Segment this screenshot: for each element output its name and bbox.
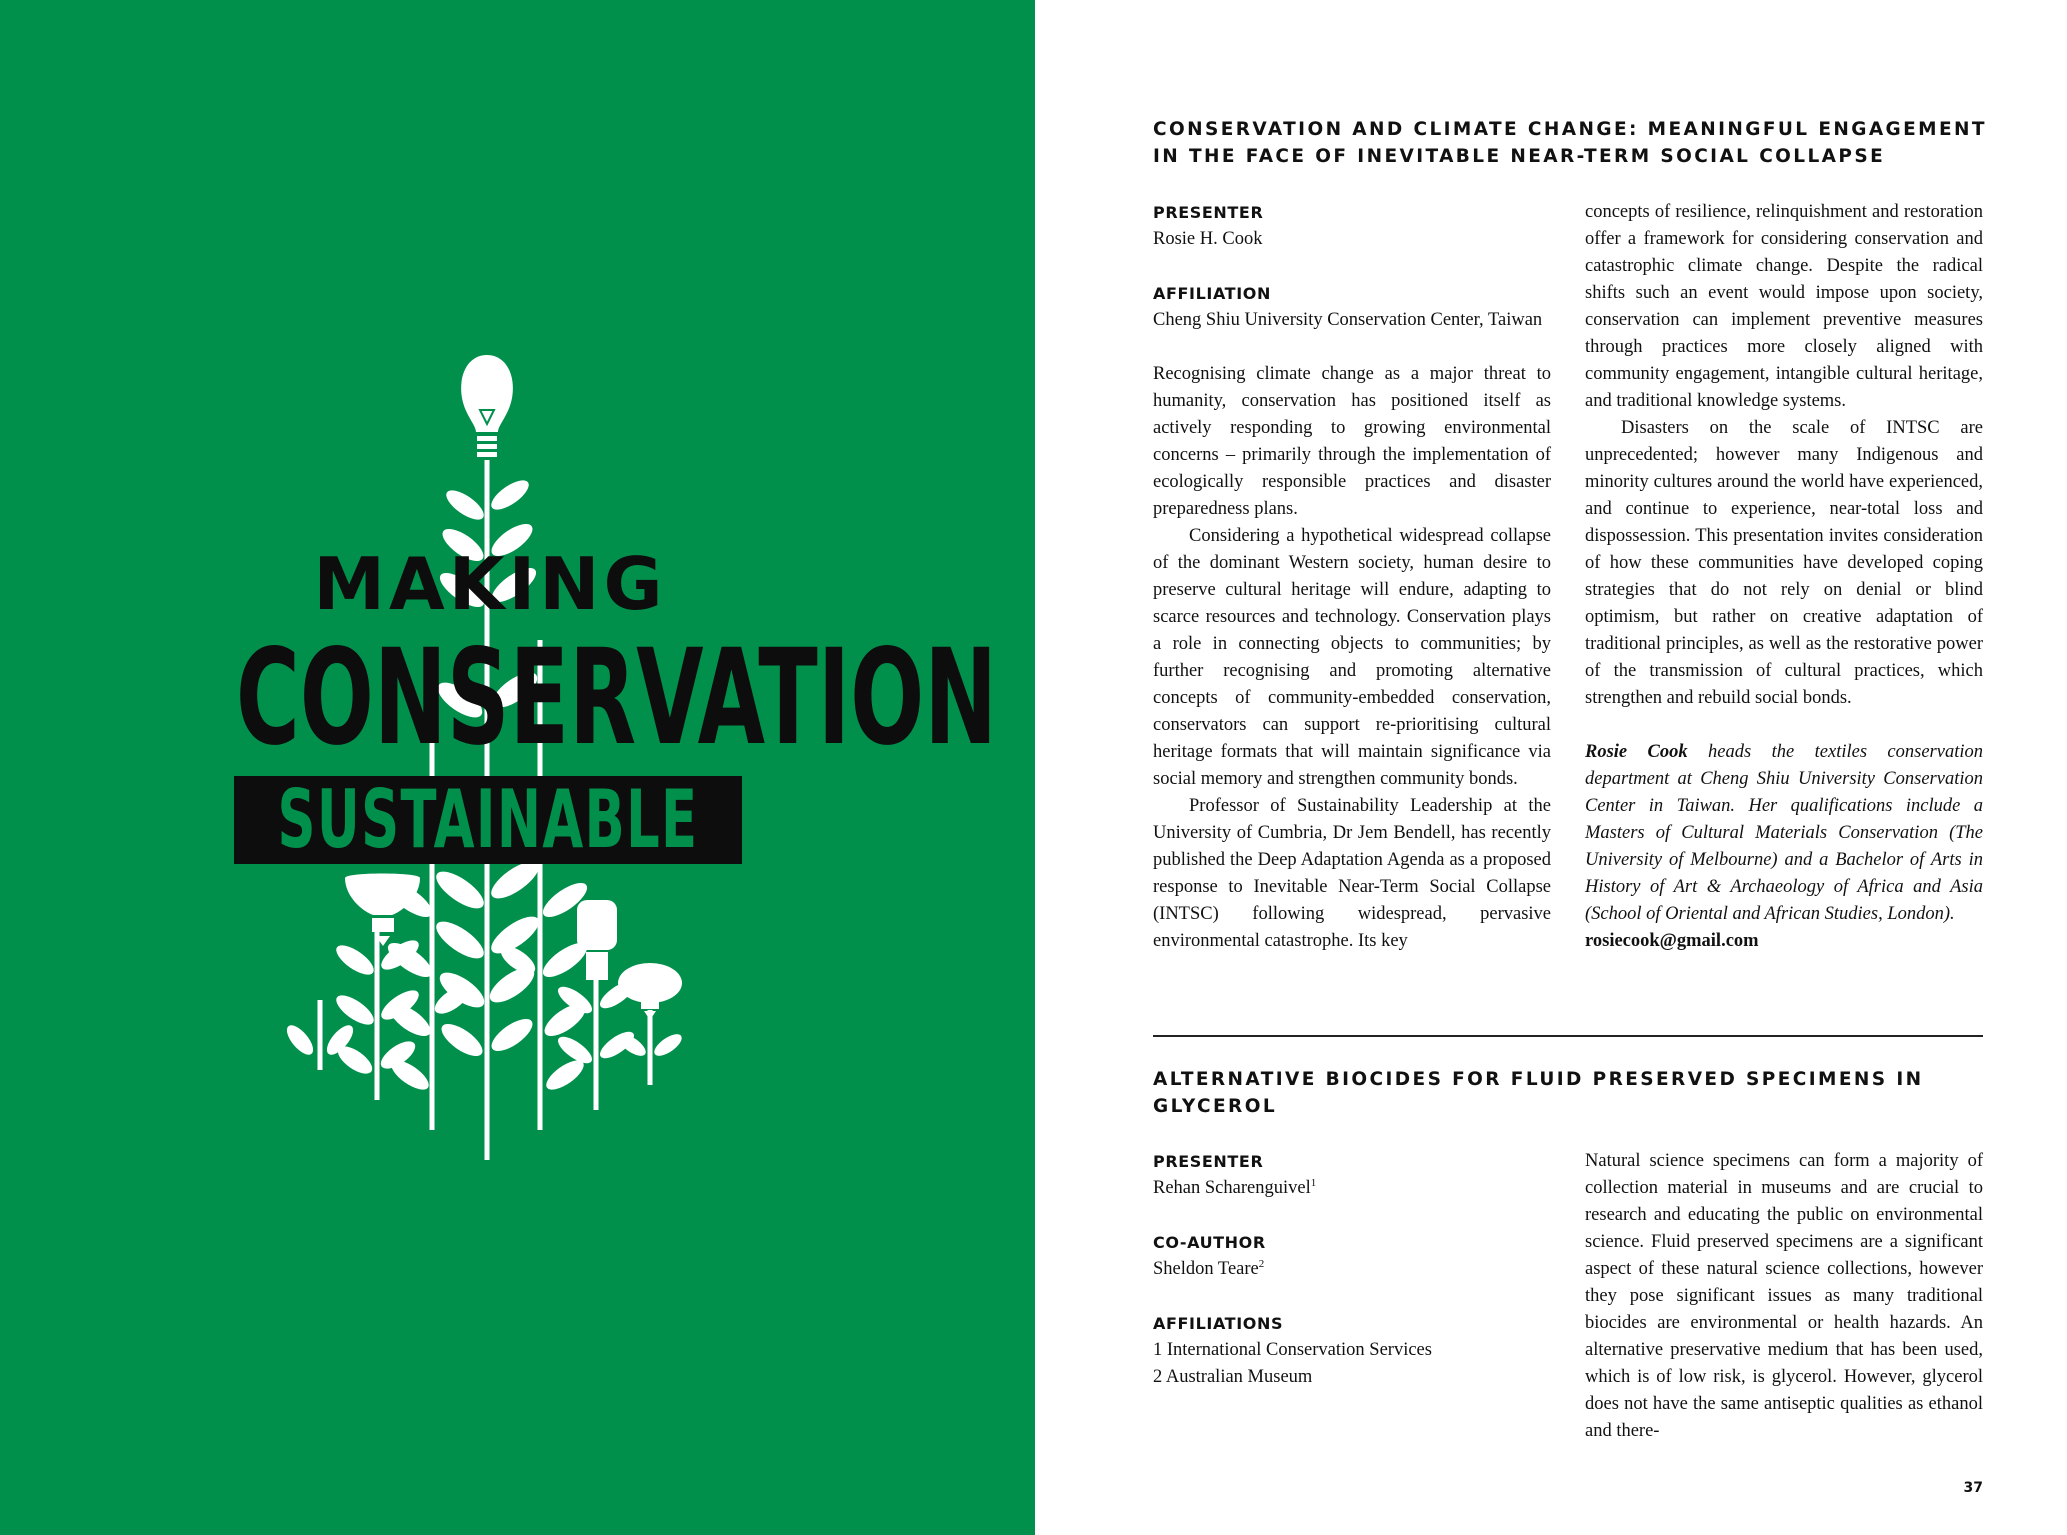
affiliation-label: AFFILIATION — [1153, 284, 1271, 303]
author-bio — [1585, 739, 1983, 928]
cover-title-banner — [234, 773, 742, 866]
article1-paragraph: Recognising climate change as a major threat to humanity, conservation has positioned itself as actively responding to growing environmental concerns – primarily through the implementation of ecologically responsible practices and disaster preparedness plans. — [1153, 364, 1551, 519]
article1-title: CONSERVATION AND CLIMATE CHANGE: MEANINGFUL ENGAGEMENT IN THE FACE OF INEVITABLE NEAR-TERM SOCIAL COLLAPSE — [1153, 119, 1987, 167]
article2-paragraph: Natural science specimens can form a majority of collection material in museums and are crucial to research and educating the public on environmental science. Fluid preserved specimens are a significant aspect of these natural science collections, however they pose significant issues as many traditional biocides are environmental or health hazards. An alternative preservative medium that has been used, which is of low risk, is glycerol. However, glycerol does not have the same antiseptic qualities as ethanol and there- — [1585, 1151, 1983, 1441]
presenter-name: Rehan Scharenguivel$^1$ — [1153, 1176, 1317, 1198]
page-number: 37 — [1963, 1480, 1983, 1496]
article1-left-column — [1153, 199, 1551, 955]
coauthor-name: Sheldon Teare$^2$ — [1153, 1257, 1265, 1279]
cover-title-making: MAKING — [313, 542, 667, 626]
author-email-link[interactable]: rosiecook@gmail.com — [1585, 931, 1759, 951]
article2-left-column — [1153, 1148, 1551, 1391]
cover-title-conservation: CONSERVATION — [235, 621, 998, 775]
cover-title-sustainable: SUSTAINABLE — [277, 773, 699, 866]
presenter-label: PRESENTER — [1153, 1152, 1264, 1171]
affiliation-item: 2 Australian Museum — [1153, 1367, 1313, 1387]
author-bio-text: heads the textiles conservation department at Cheng Shiu University Conservation Center in Taiwan. Her qualifications include a Masters of Cultural Materials Conservation (The University of Melbourne) and a Bachelor of Arts in History of Art & Archaeology of Africa and Asia (School of Oriental and African Studies, London). — [1585, 742, 1983, 924]
affiliation-item: 1 International Conservation Services — [1153, 1340, 1432, 1360]
article1-paragraph: Disasters on the scale of INTSC are unprecedented; however many Indigenous and minority cultures around the world have experienced, and continue to experience, near-total loss and dispossession. This presentation invites consideration of how these communities have developed coping strategies that do not rely on denial or blind optimism, but rather on creative adaptation of traditional principles, as well as the restorative power of the transmission of cultural practices, which strengthen and rebuild social bonds. — [1585, 418, 1983, 708]
article1-paragraph: Professor of Sustainability Leadership at the University of Cumbria, Dr Jem Bendell, has recently published the Deep Adaptation Agenda as a proposed response to Inevitable Near-Term Social Collapse (INTSC) following widespread, pervasive environmental catastrophe. Its key — [1153, 796, 1551, 951]
affiliations-label: AFFILIATIONS — [1153, 1314, 1284, 1333]
coauthor-label: CO-AUTHOR — [1153, 1233, 1266, 1252]
article2-title: ALTERNATIVE BIOCIDES FOR FLUID PRESERVED SPECIMENS IN GLYCEROL — [1153, 1069, 1924, 1117]
article1-paragraph: concepts of resilience, relinquishment and restoration offer a framework for considering conservation and catastrophic climate change. Despite the radical shifts such an event would impose upon society, conservation can implement preventive measures through practices more closely aligned with community engagement, intangible cultural heritage, and traditional knowledge systems. — [1585, 202, 1983, 411]
presenter-label: PRESENTER — [1153, 203, 1264, 222]
author-bio-name: Rosie Cook — [1585, 742, 1688, 762]
presenter-name: Rosie H. Cook — [1153, 229, 1263, 249]
text-page — [1035, 0, 2067, 1535]
article1-right-column — [1585, 199, 1983, 955]
affiliation-value: Cheng Shiu University Conservation Center, Taiwan — [1153, 310, 1543, 330]
article2-right-column — [1585, 1148, 1983, 1445]
article1-paragraph: Considering a hypothetical widespread collapse of the dominant Western society, human desire to preserve cultural heritage will endure, adapting to scarce resources and technology. Conservation plays a role in connecting objects to communities; by further recognising and promoting alternative concepts of community-embedded conservation, conservators can support re-prioritising cultural heritage formats that will maintain significance via social memory and strengthen community bonds. — [1153, 526, 1551, 789]
section-divider — [1153, 1035, 1983, 1037]
